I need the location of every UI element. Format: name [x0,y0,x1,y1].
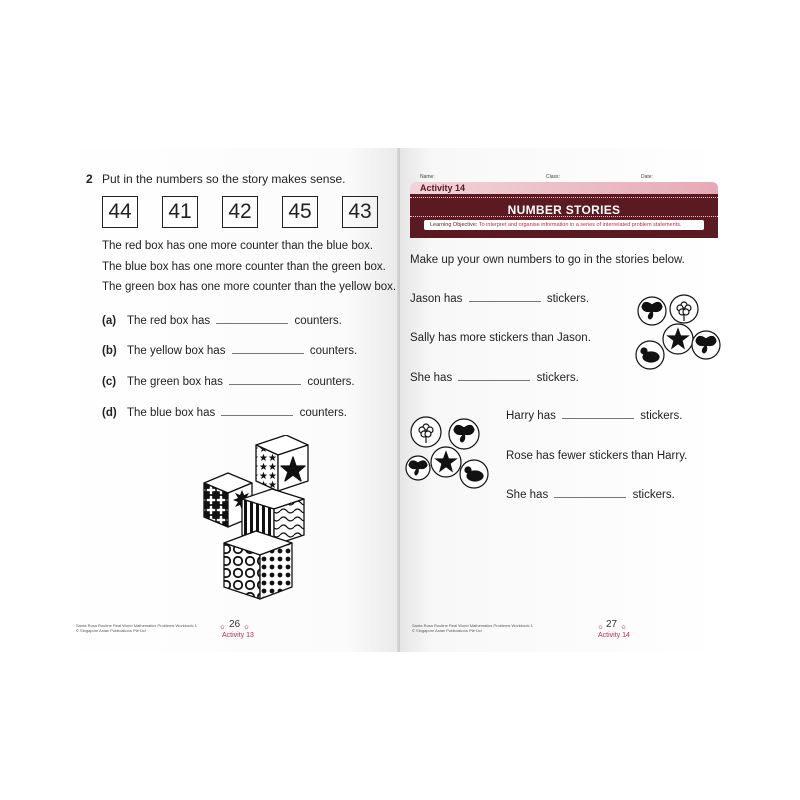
answer-blank[interactable] [221,415,293,416]
right-page [400,148,722,652]
story2-line2: Rose has fewer stickers than Harry. [506,450,688,462]
publisher-line-1: Santa Rosa Routine Real World Mathematics Problems Workbook 1 [76,623,197,628]
question-text-before: The yellow box has [127,345,226,357]
question-a [102,315,342,327]
star-icon: ✩ [244,625,250,631]
question-text-after: counters. [309,345,358,357]
question-label: (b) [102,345,117,357]
workbook-spread [48,148,722,652]
star-icon: ✩ [220,625,226,631]
question-label: (c) [102,376,117,388]
story-text: stickers. [546,293,590,305]
question-text-after: counters. [307,376,355,388]
answer-blank[interactable] [216,323,288,324]
dotted-divider [410,216,718,218]
question-d [102,407,347,419]
story-text: Harry has [506,410,556,422]
learning-objective [424,220,704,230]
publisher-line [412,623,533,633]
question-text-before: The green box has [127,376,223,388]
question-text: Put in the numbers so the story makes sense. [102,172,346,186]
number-boxes [102,196,392,230]
publisher-line-2: © Singapore Asian Publications Pte Ltd [412,628,482,633]
question-b [102,345,357,357]
publisher-line-2: © Singapore Asian Publications Pte Ltd [76,628,146,633]
butterfly-sticker-icon [406,456,430,480]
question-text-before: The blue box has [127,407,216,419]
star-sticker-icon [663,324,693,354]
answer-blank[interactable] [229,384,301,385]
dotted-divider [410,197,718,199]
flower-sticker-icon [670,295,698,323]
class-field-label: Class: [546,174,560,180]
story1-line2: Sally has more stickers than Jason. [410,332,591,344]
answer-blank[interactable] [562,418,634,419]
number-box: 45 [282,196,318,228]
butterfly-sticker-icon [449,419,479,449]
number-box: 43 [342,196,378,228]
star-icon: ✩ [598,625,604,631]
clue-line: The green box has one more counter than the yellow box. [102,281,397,293]
flower-sticker-icon [411,417,441,447]
page-number: 27 [606,619,618,630]
question-c [102,376,355,388]
activity-footer-label: Activity 13 [222,632,254,639]
hen-sticker-icon [636,341,664,369]
clue-line: The blue box has one more counter than the green box. [102,261,386,273]
story-text: Jason has [410,293,463,305]
story1-line3 [410,372,579,384]
answer-blank[interactable] [469,301,541,302]
star-sticker-icon [431,447,461,477]
answer-blank[interactable] [458,380,530,381]
learning-objective-label: Learning Objective: [430,222,478,228]
page-number: 26 [229,619,241,630]
story2-line1 [506,410,682,422]
butterfly-sticker-icon [692,331,720,359]
clue-line: The red box has one more counter than the blue box. [102,240,374,252]
number-box: 41 [162,196,198,228]
sticker-group-2 [404,410,496,494]
publisher-line [76,623,197,633]
name-field-label: Name: [420,174,435,180]
question-number: 2 [86,172,93,186]
learning-objective-text: To interpret and organise information in a series of interrelated problem statements. [478,222,682,228]
story2-line3 [506,489,675,501]
star-icon: ✩ [621,625,627,631]
date-field-label: Date: [641,174,653,180]
story-text: She has [410,372,453,384]
answer-blank[interactable] [232,353,304,354]
story-text: stickers. [640,410,683,422]
number-box: 44 [102,196,138,228]
intro-text: Make up your own numbers to go in the stories below. [410,254,685,266]
answer-blank[interactable] [554,497,626,498]
number-box: 42 [222,196,258,228]
cube-boxes-illustration [196,435,326,603]
story-text: stickers. [632,489,675,501]
butterfly-sticker-icon [638,297,666,325]
question-text-after: counters. [299,407,347,419]
question-text-after: counters. [294,315,342,327]
story-text: She has [506,489,549,501]
publisher-line-1: Santa Rosa Routine Real World Mathematics Problems Workbook 1 [412,623,533,628]
question-label: (a) [102,315,117,327]
title-band [410,194,718,238]
question-text-before: The red box has [127,315,211,327]
question-label: (d) [102,407,117,419]
story-text: stickers. [536,372,579,384]
story1-line1 [410,293,589,305]
activity-label: Activity 14 [420,183,466,193]
hen-sticker-icon [460,460,488,488]
activity-footer-label: Activity 14 [598,632,630,639]
page-title: NUMBER STORIES [507,203,621,217]
left-page [48,148,400,652]
sticker-group-1 [634,293,722,373]
